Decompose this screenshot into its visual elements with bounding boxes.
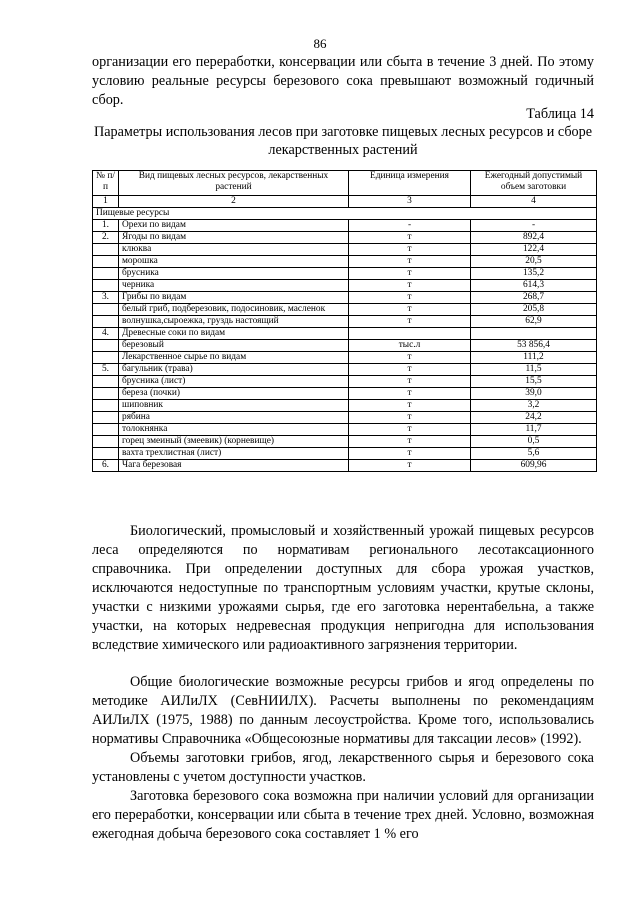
- unit-cell: т: [349, 292, 471, 304]
- resource-name-cell: волнушка,сыроежка, груздь настоящий: [119, 316, 349, 328]
- resource-name-cell: шиповник: [119, 400, 349, 412]
- volume-cell: [471, 328, 597, 340]
- row-number-cell: [93, 280, 119, 292]
- resource-name-cell: Древесные соки по видам: [119, 328, 349, 340]
- volume-cell: 11,7: [471, 424, 597, 436]
- row-number-cell: [93, 388, 119, 400]
- volume-cell: 205,8: [471, 304, 597, 316]
- resource-name-cell: рябина: [119, 412, 349, 424]
- row-number-cell: [93, 436, 119, 448]
- row-number-cell: 4.: [93, 328, 119, 340]
- column-number-cell: 1: [93, 196, 119, 208]
- table-row: [93, 352, 597, 364]
- resource-name-cell: вахта трехлистная (лист): [119, 448, 349, 460]
- volume-cell: 53 856,4: [471, 340, 597, 352]
- unit-cell: т: [349, 244, 471, 256]
- resource-name-cell: брусника (лист): [119, 376, 349, 388]
- row-number-cell: 5.: [93, 364, 119, 376]
- volume-cell: 122,4: [471, 244, 597, 256]
- table-row: [93, 232, 597, 244]
- table-row: [93, 412, 597, 424]
- volume-cell: 3,2: [471, 400, 597, 412]
- resource-name-cell: береза (почки): [119, 388, 349, 400]
- unit-cell: т: [349, 376, 471, 388]
- table-header-row: [93, 171, 597, 196]
- volume-cell: 15,5: [471, 376, 597, 388]
- volume-cell: 111,2: [471, 352, 597, 364]
- table-title: Параметры использования лесов при заготовке пищевых лесных ресурсов и сборе лекарственных растений: [93, 124, 593, 158]
- unit-cell: т: [349, 280, 471, 292]
- row-number-cell: [93, 304, 119, 316]
- table-row: [93, 280, 597, 292]
- table-row: [93, 388, 597, 400]
- resource-name-cell: Орехи по видам: [119, 220, 349, 232]
- row-number-cell: 2.: [93, 232, 119, 244]
- header-cell: Вид пищевых лесных ресурсов, лекарственных растений: [119, 171, 349, 196]
- row-number-cell: [93, 376, 119, 388]
- resource-name-cell: морошка: [119, 256, 349, 268]
- unit-cell: т: [349, 460, 471, 472]
- resource-name-cell: белый гриб, подберезовик, подосиновик, масленок: [119, 304, 349, 316]
- resource-name-cell: Грибы по видам: [119, 292, 349, 304]
- table-row: [93, 424, 597, 436]
- unit-cell: -: [349, 220, 471, 232]
- resource-name-cell: толокнянка: [119, 424, 349, 436]
- row-number-cell: 6.: [93, 460, 119, 472]
- row-number-cell: [93, 448, 119, 460]
- volume-cell: 20,5: [471, 256, 597, 268]
- volume-cell: 892,4: [471, 232, 597, 244]
- resource-name-cell: Ягоды по видам: [119, 232, 349, 244]
- unit-cell: т: [349, 268, 471, 280]
- table-row: [93, 256, 597, 268]
- unit-cell: т: [349, 448, 471, 460]
- volume-cell: 62,9: [471, 316, 597, 328]
- volume-cell: 0,5: [471, 436, 597, 448]
- section-title: Пищевые ресурсы: [93, 208, 597, 220]
- table-row: [93, 244, 597, 256]
- row-number-cell: [93, 244, 119, 256]
- unit-cell: т: [349, 388, 471, 400]
- column-number-cell: 2: [119, 196, 349, 208]
- header-cell: № п/п: [93, 171, 119, 196]
- volume-cell: 609,96: [471, 460, 597, 472]
- table-row: [93, 220, 597, 232]
- intro-paragraph: организации его переработки, консервации или сбыта в течение 3 дней. По этому условию реальные ресурсы березового сока превышают возможный годичный сбор.: [92, 54, 594, 108]
- header-cell: Ежегодный допустимый объем заготовки: [471, 171, 597, 196]
- row-number-cell: [93, 256, 119, 268]
- resource-name-cell: клюква: [119, 244, 349, 256]
- row-number-cell: [93, 268, 119, 280]
- row-number-cell: [93, 316, 119, 328]
- unit-cell: т: [349, 436, 471, 448]
- column-number-cell: 4: [471, 196, 597, 208]
- table-row: [93, 364, 597, 376]
- table-row: [93, 268, 597, 280]
- unit-cell: т: [349, 424, 471, 436]
- table-row: [93, 316, 597, 328]
- table-row: [93, 460, 597, 472]
- resource-name-cell: березовый: [119, 340, 349, 352]
- row-number-cell: [93, 424, 119, 436]
- table-row: [93, 292, 597, 304]
- table-row: [93, 436, 597, 448]
- body-paragraph: Биологический, промысловый и хозяйственный урожай пищевых ресурсов леса определяются по нормативам регионального лесотаксационного справочника. При определении доступных для сбора урожая участков, исключаются недоступные по транспортным условиям участки, крутые склоны, участки с низкими урожаями сырья, где его заготовка нерентабельна, а также участки, на которых недревесная продукция непригодна для использования вследствие химического или радиоактивного загрязнения территории.: [92, 523, 594, 653]
- row-number-cell: [93, 340, 119, 352]
- resource-name-cell: черника: [119, 280, 349, 292]
- unit-cell: т: [349, 232, 471, 244]
- resource-name-cell: брусника: [119, 268, 349, 280]
- unit-cell: т: [349, 400, 471, 412]
- row-number-cell: [93, 400, 119, 412]
- table-row: [93, 304, 597, 316]
- row-number-cell: [93, 352, 119, 364]
- body-paragraph: Объемы заготовки грибов, ягод, лекарственного сырья и березового сока установлены с учетом доступности участков.: [92, 750, 594, 785]
- resource-name-cell: Чага березовая: [119, 460, 349, 472]
- table-row: [93, 340, 597, 352]
- volume-cell: 614,3: [471, 280, 597, 292]
- volume-cell: 5,6: [471, 448, 597, 460]
- row-number-cell: [93, 412, 119, 424]
- data-table: [92, 170, 597, 472]
- table-row: [93, 400, 597, 412]
- unit-cell: т: [349, 412, 471, 424]
- section-row: [93, 208, 597, 220]
- table-row: [93, 448, 597, 460]
- unit-cell: т: [349, 316, 471, 328]
- volume-cell: 268,7: [471, 292, 597, 304]
- body-paragraph: Заготовка березового сока возможна при наличии условий для организации его переработки, консервации или сбыта в течение трех дней. Условно, возможная ежегодная добыча березового сока составляет 1 % его: [92, 788, 594, 842]
- body-paragraph: Общие биологические возможные ресурсы грибов и ягод определены по методике АИЛиЛХ (СевНИИЛХ). Расчеты выполнены по рекомендациям АИЛиЛХ (1975, 1988) по данным лесоустройства. Кроме того, использовались нормативы Справочника «Общесоюзные нормативы для таксации лесов» (1992).: [92, 674, 594, 747]
- header-cell: Единица измерения: [349, 171, 471, 196]
- resource-name-cell: багульник (трава): [119, 364, 349, 376]
- unit-cell: тыс.л: [349, 340, 471, 352]
- volume-cell: 11,5: [471, 364, 597, 376]
- resource-name-cell: горец змеиный (змеевик) (корневище): [119, 436, 349, 448]
- row-number-cell: 3.: [93, 292, 119, 304]
- row-number-cell: 1.: [93, 220, 119, 232]
- table-body: [93, 171, 597, 472]
- column-number-cell: 3: [349, 196, 471, 208]
- table-row: [93, 328, 597, 340]
- resource-name-cell: Лекарственное сырье по видам: [119, 352, 349, 364]
- table-label: Таблица 14: [526, 106, 594, 122]
- unit-cell: т: [349, 352, 471, 364]
- volume-cell: 39,0: [471, 388, 597, 400]
- column-number-row: [93, 196, 597, 208]
- table-row: [93, 376, 597, 388]
- page-number: 86: [313, 36, 327, 51]
- volume-cell: 24,2: [471, 412, 597, 424]
- unit-cell: т: [349, 256, 471, 268]
- unit-cell: т: [349, 364, 471, 376]
- unit-cell: т: [349, 304, 471, 316]
- volume-cell: 135,2: [471, 268, 597, 280]
- unit-cell: [349, 328, 471, 340]
- volume-cell: -: [471, 220, 597, 232]
